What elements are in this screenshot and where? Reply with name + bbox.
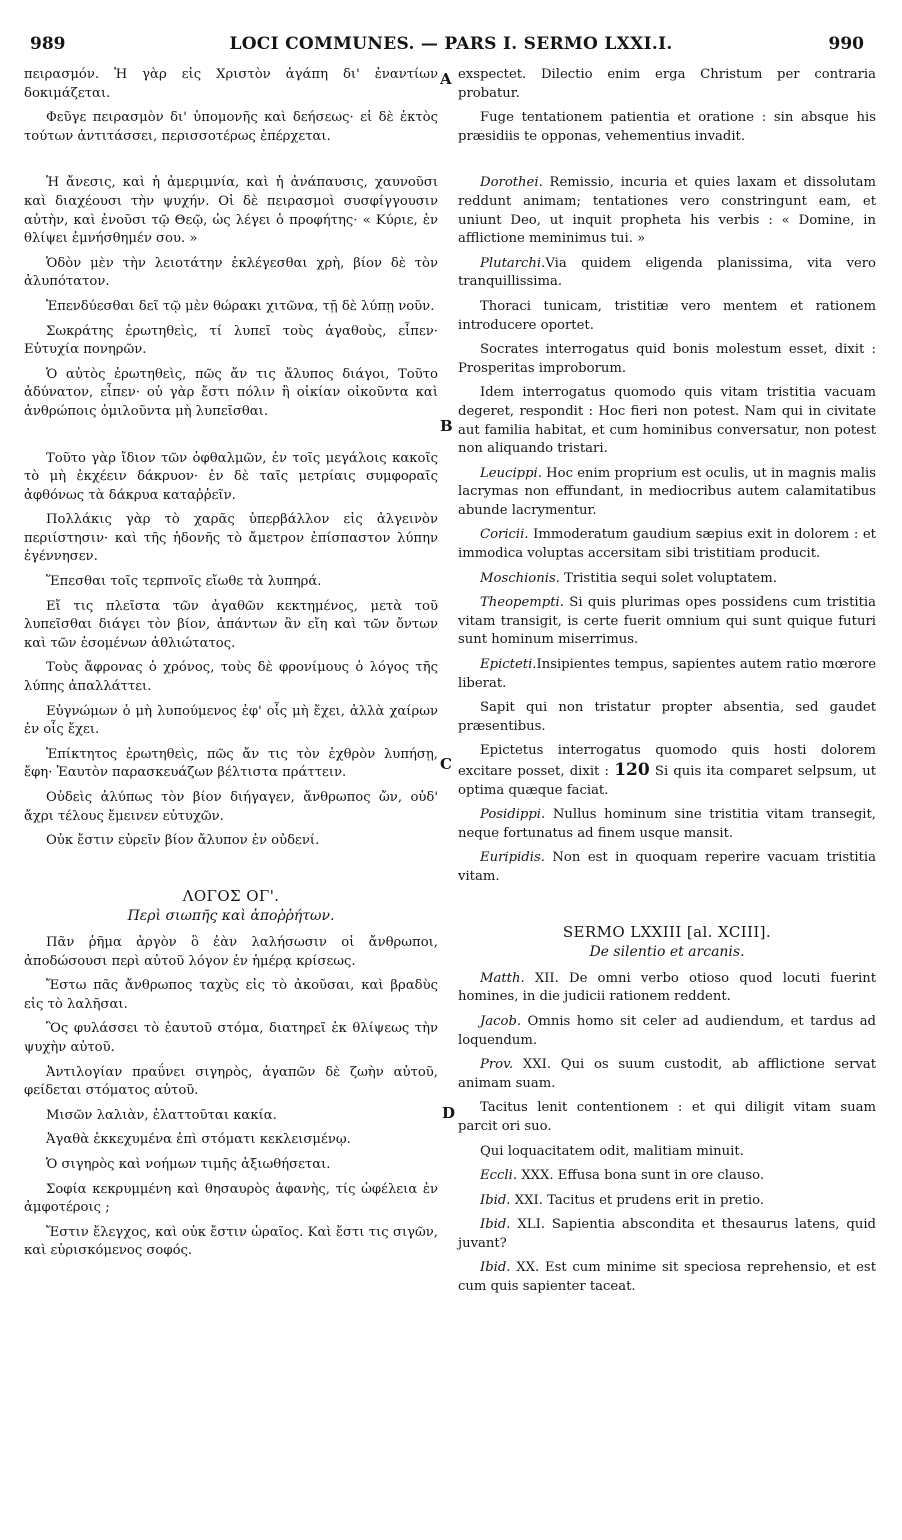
greek-paragraph: Ἔστιν ἔλεγχος, καὶ οὐκ ἔστιν ὡραῖος. Καὶ ἔστι τις σιγῶν, καὶ εὑρισκόμενος σοφός.: [24, 1224, 438, 1259]
source-attribution: Dorothei.: [480, 175, 543, 191]
column-number: 120: [614, 760, 650, 780]
greek-paragraph: Ὁ αὐτὸς ἐρωτηθεὶς, πῶς ἄν τις ἄλυπος διάγοι, Τοῦτο ἀδύνατον, εἶπεν· οὐ γὰρ ἔστι πόλιν ἢ οἰκίαν οἰκοῦντα καὶ ἀνθρώποις ὁμιλοῦντα μὴ λυπεῖσθαι.: [24, 366, 438, 419]
latin-paragraph: [458, 1013, 876, 1050]
latin-text: Thoraci tunicam, tristitiæ vero mentem et rationem introducere oportet.: [458, 298, 876, 333]
source-attribution: Ibid.: [480, 1192, 511, 1208]
latin-section-title: SERMO LXXIII [al. XCIII].: [562, 922, 772, 941]
latin-paragraph: [458, 255, 876, 292]
source-attribution: Jacob.: [480, 1013, 522, 1029]
latin-text: Tacitus lenit contentionem : et qui diligit vitam suam parcit ori suo.: [458, 1100, 876, 1134]
latin-paragraph: [458, 526, 876, 563]
greek-section-title: ΛΟΓΟΣ ΟΓ'.: [182, 886, 280, 905]
greek-paragraph: Φεῦγε πειρασμὸν δι' ὑπομονῆς καὶ δεήσεως· εἰ δὲ ἐκτὸς τούτων ἀντιτάσσει, περισσοτέρως ἐπέρχεται.: [24, 110, 438, 144]
greek-column: [24, 66, 438, 1267]
margin-letter-a: A: [440, 70, 452, 88]
latin-paragraph: [458, 1056, 876, 1093]
latin-paragraph: [458, 849, 876, 886]
latin-text: Non est in quoquam reperire vacuam tristitia vitam.: [458, 850, 876, 884]
greek-paragraph: Εἴ τις πλεῖστα τῶν ἀγαθῶν κεκτημένος, μετὰ τοῦ λυπεῖσθαι διάγει τὸν βίον, ἁπάντων ἂν εἴη καὶ τῶν ὄντων καὶ τῶν ἐσομένων ἀθλιώτατος.: [24, 598, 438, 651]
source-attribution: Moschionis.: [480, 570, 560, 586]
latin-text: Idem interrogatus quomodo quis vitam tristitia vacuam degeret, respondit : Hoc fieri non potest. Nam qui in civitate aut familia habitat, et cum hominibus conversatur, non potest non aliquando tristari.: [458, 385, 876, 457]
latin-paragraph: [458, 109, 876, 146]
source-attribution: Matth.: [480, 970, 525, 986]
latin-paragraph: [458, 1216, 876, 1253]
greek-paragraph: Ὃς φυλάσσει τὸ ἑαυτοῦ στόμα, διατηρεῖ ἐκ θλίψεως τὴν ψυχὴν αὐτοῦ.: [24, 1021, 438, 1055]
source-attribution: Epicteti.: [480, 657, 537, 673]
greek-paragraph: Ἕπεσθαι τοῖς τερπνοῖς εἴωθε τὰ λυπηρά.: [46, 574, 322, 590]
greek-paragraph: Ἀγαθὰ ἐκκεχυμένα ἐπὶ στόματι κεκλεισμένῳ.: [46, 1132, 351, 1148]
latin-text: Epictetus interrogatus quomodo quis hosti dolorem excitare posset, dixit :: [458, 743, 876, 779]
greek-paragraph: Τοῦτο γὰρ ἴδιον τῶν ὀφθαλμῶν, ἐν τοῖς μεγάλοις κακοῖς τὸ μὴ ἐκχέειν δάκρυον· ἐν δὲ ταῖς μετρίαις συμφοραῖς ἀφθόνως τὰ δάκρυα καταῤῥεῖν.: [24, 450, 438, 503]
latin-column: [458, 66, 876, 1303]
latin-text: XX. Est cum minime sit speciosa reprehensio, et est cum quis sapienter taceat.: [458, 1260, 876, 1295]
latin-paragraph: [458, 66, 876, 103]
source-attribution: Theopempti.: [480, 595, 564, 611]
latin-paragraph: [458, 298, 876, 335]
left-page-number: 989: [30, 34, 66, 54]
running-header: [0, 34, 902, 64]
greek-paragraph: Τοὺς ἄφρονας ὁ χρόνος, τοὺς δὲ φρονίμους ὁ λόγος τῆς λύπης ἀπαλλάττει.: [24, 660, 438, 695]
latin-section-subtitle: De silentio et arcanis.: [589, 944, 745, 961]
latin-text: Insipientes tempus, sapientes autem ratio mœrore liberat.: [458, 657, 876, 691]
source-attribution: Plutarchi.: [480, 255, 546, 271]
latin-text: XII. De omni verbo otioso quod locuti fuerint homines, in die judicii rationem reddent.: [458, 970, 876, 1005]
margin-letter-c: C: [440, 755, 452, 773]
source-attribution: Leucippi.: [480, 465, 542, 481]
latin-text: Remissio, incuria et quies laxam et dissolutam reddunt animam; tentationes vero constringunt eam, et uniunt Deo, ut inquit propheta his verbis : « Domine, in afflictione meminimus tui. »: [458, 175, 876, 247]
latin-paragraph: [458, 699, 876, 736]
greek-paragraph: Οὐδεὶς ἀλύπως τὸν βίον διήγαγεν, ἄνθρωπος ὤν, οὐδ' ἄχρι τέλους ἔμεινεν εὐτυχῶν.: [24, 790, 438, 824]
margin-letter-d: D: [442, 1104, 456, 1122]
greek-paragraph: Ἀντιλογίαν πραΰνει σιγηρὸς, ἀγαπῶν δὲ ζωὴν αὐτοῦ, φείδεται στόματος αὐτοῦ.: [24, 1064, 438, 1099]
latin-text: exspectet. Dilectio enim erga Christum per contraria probatur.: [458, 67, 876, 101]
latin-paragraph: [458, 594, 876, 650]
greek-paragraph: Ὁδὸν μὲν τὴν λειοτάτην ἐκλέγεσθαι χρὴ, βίον δὲ τὸν ἀλυπότατον.: [24, 255, 438, 290]
latin-text: Fuge tentationem patientia et oratione : sin absque his præsidiis te opponas, vehementius invadit.: [458, 110, 876, 144]
greek-paragraph: Εὐγνώμων ὁ μὴ λυπούμενος ἐφ' οἷς μὴ ἔχει, ἀλλὰ χαίρων ἐν οἷς ἔχει.: [24, 703, 438, 738]
running-title: LOCI COMMUNES. — PARS I. SERMO LXXI.I.: [229, 34, 673, 54]
latin-text: Si quis ita comparet selpsum, ut optima quæque faciat.: [458, 764, 876, 798]
latin-text: XXX. Effusa bona sunt in ore clauso.: [517, 1168, 765, 1184]
latin-text: Socrates interrogatus quid bonis molestum esset, dixit : Prosperitas improborum.: [458, 342, 876, 376]
latin-text: Qui loquacitatem odit, malitiam minuit.: [480, 1143, 744, 1159]
latin-text: Sapit qui non tristatur propter absentia, sed gaudet præsentibus.: [458, 700, 876, 734]
latin-paragraph: [458, 656, 876, 693]
source-attribution: Ibid.: [480, 1260, 511, 1276]
latin-paragraph: [458, 341, 876, 378]
latin-text: Omnis homo sit celer ad audiendum, et tardus ad loquendum.: [458, 1013, 876, 1048]
source-attribution: Euripidis.: [480, 850, 545, 866]
greek-paragraph: Πᾶν ῥῆμα ἀργὸν ὃ ἐὰν λαλήσωσιν οἱ ἄνθρωποι, ἀποδώσουσι περὶ αὐτοῦ λόγον ἐν ἡμέρᾳ κρίσεως.: [24, 934, 438, 969]
latin-paragraph: [458, 742, 876, 800]
greek-paragraph: πειρασμόν. Ἡ γὰρ εἰς Χριστὸν ἀγάπη δι' ἐναντίων δοκιμάζεται.: [24, 67, 438, 101]
right-page-number: 990: [828, 34, 864, 54]
source-attribution: Coricii.: [480, 527, 529, 543]
source-attribution: Posidippi.: [480, 807, 546, 823]
latin-paragraph: [458, 1167, 876, 1186]
latin-text: Immoderatum gaudium sæpius exit in dolorem : et immodica voluptas accersitam sibi tristitiam producit.: [458, 527, 876, 562]
latin-text: Via quidem eligenda planissima, vita vero tranquillissima.: [458, 255, 876, 290]
latin-text: Tristitia sequi solet voluptatem.: [559, 570, 777, 586]
latin-paragraph: [458, 806, 876, 843]
greek-paragraph: Σοφία κεκρυμμένη καὶ θησαυρὸς ἀφανὴς, τίς ὠφέλεια ἐν ἀμφοτέροις ;: [24, 1181, 438, 1216]
greek-paragraph: Ἐπίκτητος ἐρωτηθεὶς, πῶς ἄν τις τὸν ἐχθρὸν λυπήσῃ, ἔφη· Ἑαυτὸν παρασκευάζων βέλτιστα πράττειν.: [24, 746, 438, 781]
latin-paragraph: [458, 174, 876, 248]
greek-paragraph: Σωκράτης ἐρωτηθεὶς, τί λυπεῖ τοὺς ἀγαθοὺς, εἶπεν· Εὐτυχία πονηρῶν.: [24, 323, 438, 358]
greek-paragraph: Πολλάκις γὰρ τὸ χαρᾶς ὑπερβάλλον εἰς ἀλγεινὸν περιίστησιν· καὶ τῆς ἡδονῆς τὸ ἄμετρον ἐπίσπαστον λύπην ἐγέννησεν.: [24, 512, 438, 565]
latin-text: Hoc enim proprium est oculis, ut in magnis malis lacrymas non effundant, in mediocribus autem calamitatibus abunde lacrymentur.: [458, 465, 876, 518]
latin-paragraph: [458, 1099, 876, 1136]
latin-paragraph: [458, 1259, 876, 1296]
latin-paragraph: [458, 970, 876, 1007]
greek-paragraph: Οὐκ ἔστιν εὑρεῖν βίον ἄλυπον ἐν οὐδενί.: [46, 833, 320, 849]
latin-paragraph: [458, 465, 876, 521]
greek-paragraph: Ὁ σιγηρὸς καὶ νοήμων τιμῆς ἀξιωθήσεται.: [46, 1156, 331, 1172]
greek-paragraph: Ἔστω πᾶς ἄνθρωπος ταχὺς εἰς τὸ ἀκοῦσαι, καὶ βραδὺς εἰς τὸ λαλῆσαι.: [24, 978, 438, 1012]
greek-paragraph: Μισῶν λαλιὰν, ἐλαττοῦται κακία.: [46, 1107, 277, 1123]
source-attribution: Ibid.: [480, 1217, 511, 1233]
source-attribution: Prov.: [480, 1057, 514, 1073]
margin-letter-b: B: [440, 417, 453, 435]
source-attribution: Eccli.: [480, 1168, 518, 1184]
greek-paragraph: Ἐπενδύεσθαι δεῖ τῷ μὲν θώρακι χιτῶνα, τῇ δὲ λύπῃ νοῦν.: [46, 298, 435, 314]
latin-text: XXI. Qui os suum custodit, ab afflictione servat animam suam.: [458, 1057, 876, 1091]
latin-paragraph: [458, 1143, 876, 1162]
latin-text: Nullus hominum sine tristitia vitam transegit, neque fortunatus ad finem usque mansit.: [458, 807, 876, 841]
latin-text: Si quis plurimas opes possidens cum tristitia vitam transigit, is certe fuerit omnium qui sunt quique futuri sunt hominum miserrimus.: [458, 595, 876, 648]
latin-paragraph: [458, 384, 876, 458]
latin-text: XXI. Tacitus et prudens erit in pretio.: [510, 1192, 764, 1208]
latin-paragraph: [458, 570, 876, 589]
greek-section-subtitle: Περὶ σιωπῆς καὶ ἀποῤῥήτων.: [127, 908, 335, 925]
latin-text: XLI. Sapientia abscondita et thesaurus latens, quid juvant?: [458, 1217, 876, 1251]
greek-paragraph: Ἡ ἄνεσις, καὶ ἡ ἀμεριμνία, καὶ ἡ ἀνάπαυσις, χαυνοῦσι καὶ διαχέουσι τὴν ψυχήν. Οἱ δὲ πειρασμοὶ συσφίγγουσιν αὐτὴν, καὶ ἑνοῦσι τῷ Θεῷ, ὡς λέγει ὁ προφήτης· « Κύριε, ἐν θλίψει ἐμνήσθημέν σου. »: [24, 175, 438, 247]
latin-paragraph: [458, 1192, 876, 1211]
